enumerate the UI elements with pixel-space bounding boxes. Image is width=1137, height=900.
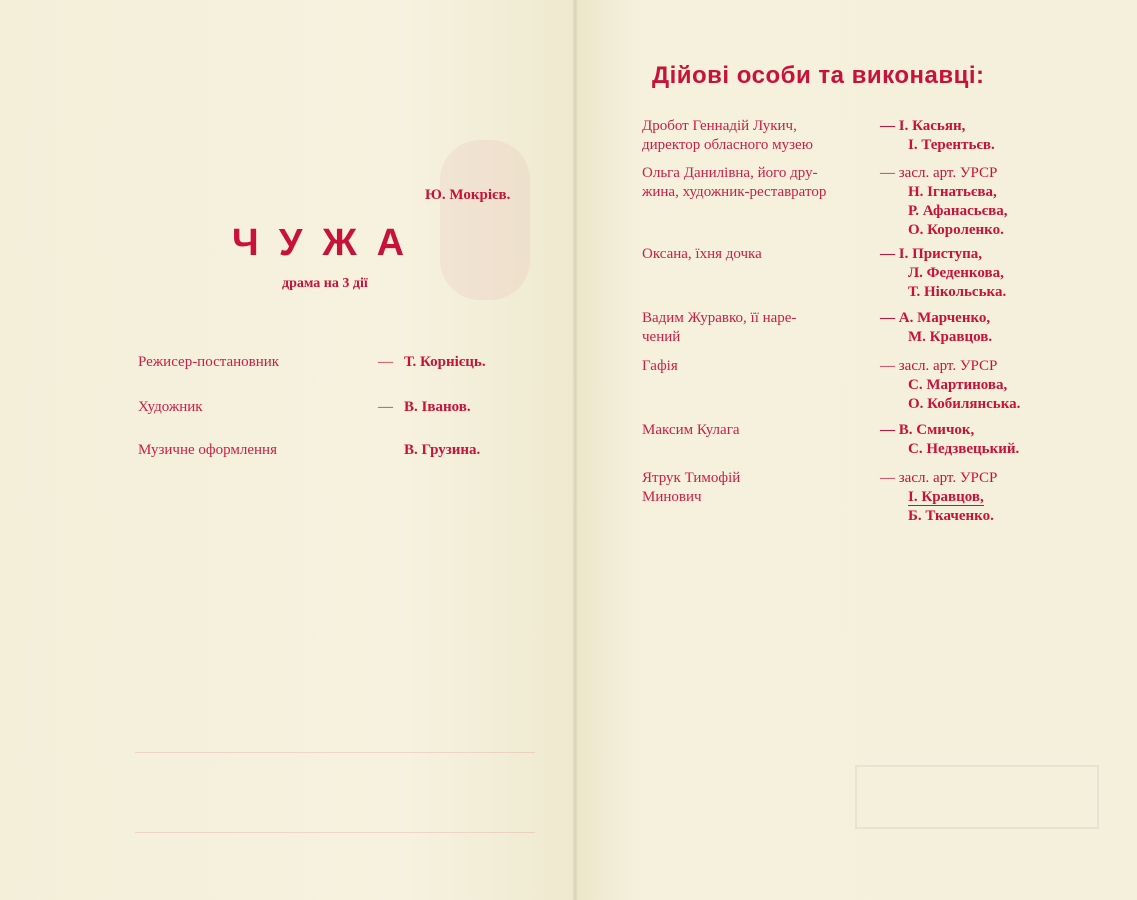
performer-line: Б. Ткаченко. bbox=[908, 508, 994, 524]
crew-name: Т. Корнієць. bbox=[404, 354, 486, 370]
crew-role: Музичне оформлення bbox=[138, 442, 277, 458]
cast-role bbox=[642, 469, 740, 507]
performer-line: Л. Феденкова, bbox=[908, 265, 1004, 281]
role-line: Дробот Геннадій Лукич, bbox=[642, 118, 797, 134]
show-through-rule bbox=[135, 832, 535, 833]
show-through-portrait bbox=[440, 140, 530, 300]
performer-title: — засл. арт. УРСР bbox=[880, 470, 998, 486]
role-line: чений bbox=[642, 329, 681, 345]
role-line: Гафія bbox=[642, 358, 678, 374]
crew-name: В. Грузина. bbox=[404, 442, 481, 458]
crew-name: В. Іванов. bbox=[404, 399, 471, 415]
performer-title: — засл. арт. УРСР bbox=[880, 358, 998, 374]
cast-role bbox=[642, 117, 813, 155]
crew-dash: — bbox=[378, 399, 393, 415]
role-line: Оксана, їхня дочка bbox=[642, 246, 762, 262]
role-line: жина, художник-реставратор bbox=[642, 184, 827, 200]
performer-line: — А. Марченко, bbox=[880, 310, 991, 326]
crew-role: Художник bbox=[138, 399, 203, 415]
faded-stamp bbox=[855, 765, 1099, 829]
role-line: Ятрук Тимофій bbox=[642, 470, 741, 486]
cast-role bbox=[642, 245, 762, 264]
performer-line: Т. Нікольська. bbox=[908, 284, 1007, 300]
page-fold bbox=[572, 0, 578, 900]
performer-line: — В. Смичок, bbox=[880, 422, 975, 438]
cast-performers bbox=[880, 309, 992, 347]
cast-role bbox=[642, 309, 796, 347]
role-line: Максим Кулага bbox=[642, 422, 740, 438]
cast-performers bbox=[880, 421, 1019, 459]
performer-title: — засл. арт. УРСР bbox=[880, 165, 998, 181]
performer-line bbox=[880, 488, 997, 507]
performer-line: І. Терентьєв. bbox=[908, 137, 995, 153]
play-title: ЧУЖА bbox=[232, 222, 425, 264]
performer-name-underlined: І. Кравцов, bbox=[908, 489, 984, 505]
play-subtitle: драма на 3 дії bbox=[282, 276, 368, 291]
cast-role bbox=[642, 421, 740, 440]
role-line: директор обласного музею bbox=[642, 137, 813, 153]
cast-performers bbox=[880, 469, 997, 526]
performer-line: С. Мартинова, bbox=[908, 377, 1008, 393]
cast-performers bbox=[880, 117, 995, 155]
cast-role bbox=[642, 357, 678, 376]
crew-dash: — bbox=[378, 354, 393, 370]
role-line: Ольга Данилівна, його дру- bbox=[642, 165, 818, 181]
performer-line: М. Кравцов. bbox=[908, 329, 993, 345]
role-line: Минович bbox=[642, 489, 702, 505]
crew-role: Режисер-постановник bbox=[138, 354, 280, 370]
show-through-rule bbox=[135, 752, 535, 753]
performer-line: О. Кобилянська. bbox=[908, 396, 1021, 412]
performer-line: Н. Ігнатьєва, bbox=[908, 184, 997, 200]
cast-performers bbox=[880, 245, 1006, 302]
performer-line: С. Недзвецький. bbox=[908, 441, 1020, 457]
cast-heading: Дійові особи та виконавці: bbox=[652, 62, 985, 89]
performer-line: О. Короленко. bbox=[908, 222, 1004, 238]
performer-line: — І. Приступа, bbox=[880, 246, 982, 262]
cast-performers bbox=[880, 357, 1020, 414]
author-name: Ю. Мокрієв. bbox=[425, 187, 511, 203]
cast-performers bbox=[880, 164, 1008, 240]
performer-line: Р. Афанасьєва, bbox=[908, 203, 1008, 219]
performer-line: — І. Касьян, bbox=[880, 118, 966, 134]
cast-role bbox=[642, 164, 826, 202]
role-line: Вадим Журавко, її наре- bbox=[642, 310, 797, 326]
